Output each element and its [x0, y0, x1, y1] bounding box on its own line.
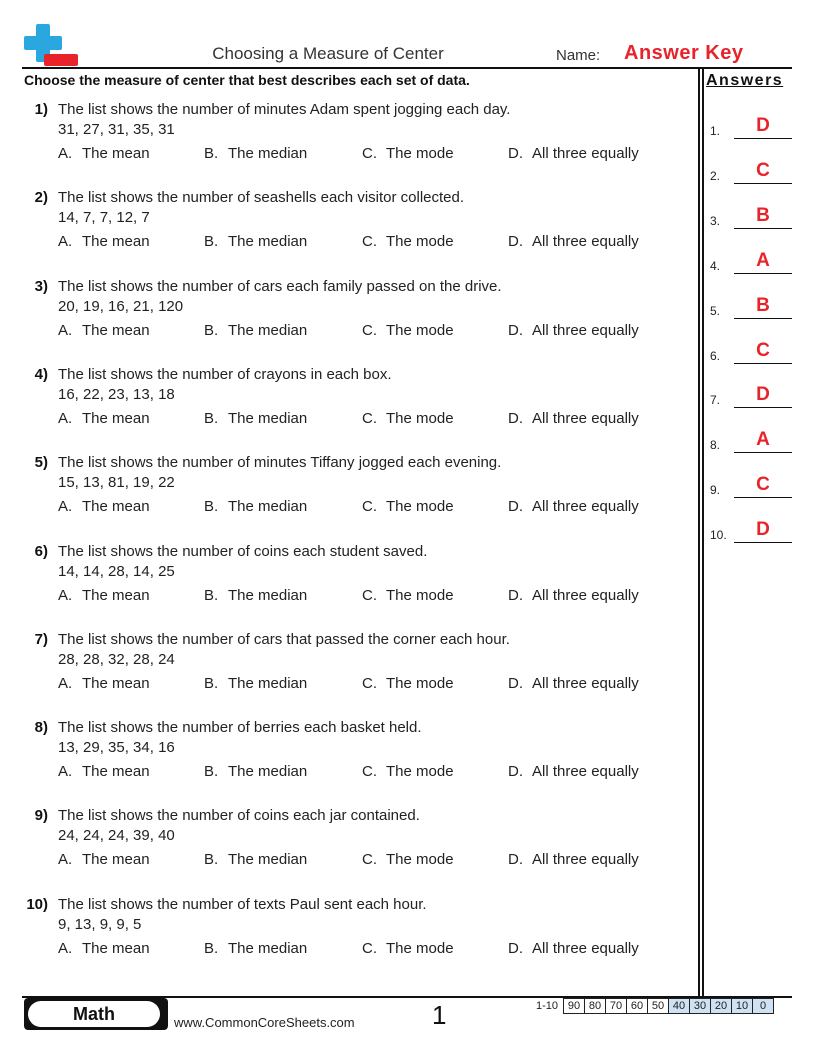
answer-option[interactable]	[508, 587, 639, 604]
answer-option[interactable]	[58, 145, 150, 162]
option-label: All three equally	[532, 763, 639, 780]
answer-number: 2.	[710, 169, 721, 183]
answer-option[interactable]	[362, 233, 454, 250]
answer-row	[708, 199, 792, 229]
name-label: Name:	[556, 47, 601, 64]
answer-option[interactable]	[362, 763, 454, 780]
answer-option[interactable]	[204, 233, 307, 250]
answer-option[interactable]	[362, 940, 454, 957]
answer-number: 4.	[710, 259, 721, 273]
question-item	[22, 719, 682, 783]
option-label: The median	[228, 498, 308, 515]
instructions: Choose the measure of center that best describes each set of data.	[24, 72, 470, 88]
question-data-list: 13, 29, 35, 34, 16	[58, 739, 175, 756]
option-label: The mean	[82, 322, 150, 339]
answer-line	[734, 183, 792, 184]
option-label: The median	[228, 763, 308, 780]
option-label: All three equally	[532, 145, 639, 162]
option-letter: D.	[508, 587, 523, 604]
score-cell: 10	[731, 998, 753, 1014]
option-label: The mode	[386, 851, 454, 868]
question-text: The list shows the number of coins each student saved.	[58, 543, 428, 560]
answer-option[interactable]	[204, 587, 307, 604]
option-label: The mode	[386, 498, 454, 515]
page-number: 1	[432, 1000, 447, 1030]
answer-row	[708, 154, 792, 184]
answer-line	[734, 228, 792, 229]
option-letter: C.	[362, 851, 377, 868]
answer-option[interactable]	[204, 145, 307, 162]
option-letter: C.	[362, 587, 377, 604]
website-link[interactable]: www.CommonCoreSheets.com	[174, 1015, 355, 1030]
answer-line	[734, 497, 792, 498]
score-cell: 30	[689, 998, 711, 1014]
question-text: The list shows the number of berries each basket held.	[58, 719, 422, 736]
answer-option[interactable]	[58, 410, 150, 427]
score-cell: 0	[752, 998, 774, 1014]
answer-key-label: Answer Key	[624, 42, 744, 64]
answer-row	[708, 334, 792, 364]
option-letter: D.	[508, 145, 523, 162]
question-data-list: 31, 27, 31, 35, 31	[58, 121, 175, 138]
option-label: The median	[228, 322, 308, 339]
answer-option[interactable]	[204, 410, 307, 427]
answer-line	[734, 318, 792, 319]
question-data-list: 14, 7, 7, 12, 7	[58, 209, 150, 226]
option-letter: D.	[508, 675, 523, 692]
answer-option[interactable]	[204, 763, 307, 780]
option-label: All three equally	[532, 322, 639, 339]
answer-line	[734, 407, 792, 408]
score-cell: 50	[647, 998, 669, 1014]
option-letter: C.	[362, 410, 377, 427]
answer-line	[734, 542, 792, 543]
option-letter: B.	[204, 851, 219, 868]
answer-option[interactable]	[362, 675, 454, 692]
option-label: The mean	[82, 145, 150, 162]
answer-letter: C	[756, 474, 770, 495]
answer-option[interactable]	[508, 322, 639, 339]
option-letter: A.	[58, 763, 73, 780]
question-number: 8)	[34, 719, 48, 736]
answer-letter: D	[756, 115, 770, 136]
answer-line	[734, 138, 792, 139]
option-label: All three equally	[532, 675, 639, 692]
answer-number: 9.	[710, 483, 721, 497]
option-label: All three equally	[532, 940, 639, 957]
answer-option[interactable]	[204, 940, 307, 957]
option-letter: C.	[362, 233, 377, 250]
question-data-list: 24, 24, 24, 39, 40	[58, 827, 175, 844]
score-cell: 20	[710, 998, 732, 1014]
option-label: All three equally	[532, 410, 639, 427]
option-letter: A.	[58, 145, 73, 162]
option-letter: C.	[362, 322, 377, 339]
subject-label: Math	[28, 1001, 160, 1027]
answer-row	[708, 244, 792, 274]
option-label: The mode	[386, 145, 454, 162]
option-letter: A.	[58, 940, 73, 957]
answer-option[interactable]	[58, 322, 150, 339]
option-letter: D.	[508, 233, 523, 250]
answer-row	[708, 423, 792, 453]
answers-heading: Answers	[706, 72, 784, 89]
option-label: The median	[228, 410, 308, 427]
answers-column-divider	[702, 68, 704, 996]
score-table	[530, 998, 774, 1014]
question-item	[22, 631, 682, 695]
header-divider	[22, 67, 792, 69]
answer-option[interactable]	[508, 498, 639, 515]
option-letter: D.	[508, 940, 523, 957]
answer-letter: C	[756, 160, 770, 181]
option-label: The mean	[82, 498, 150, 515]
answer-letter: B	[756, 205, 770, 226]
answer-option[interactable]	[508, 763, 639, 780]
option-letter: B.	[204, 233, 219, 250]
answer-option[interactable]	[362, 322, 454, 339]
option-letter: B.	[204, 675, 219, 692]
option-letter: C.	[362, 145, 377, 162]
option-letter: D.	[508, 851, 523, 868]
question-data-list: 15, 13, 81, 19, 22	[58, 474, 175, 491]
answer-option[interactable]	[58, 763, 150, 780]
answer-row	[708, 289, 792, 319]
answer-letter: D	[756, 519, 770, 540]
option-label: The mode	[386, 763, 454, 780]
option-letter: B.	[204, 410, 219, 427]
answer-option[interactable]	[58, 498, 150, 515]
option-label: The mean	[82, 587, 150, 604]
option-label: All three equally	[532, 851, 639, 868]
subject-badge	[24, 998, 168, 1030]
score-cell: 80	[584, 998, 606, 1014]
answer-number: 1.	[710, 124, 721, 138]
option-letter: B.	[204, 763, 219, 780]
answer-option[interactable]	[204, 675, 307, 692]
answer-option[interactable]	[508, 410, 639, 427]
answer-number: 10.	[710, 528, 727, 542]
answer-letter: A	[756, 429, 770, 450]
option-label: The median	[228, 587, 308, 604]
option-label: The mean	[82, 675, 150, 692]
answer-option[interactable]	[58, 851, 150, 868]
option-label: The mean	[82, 763, 150, 780]
option-label: All three equally	[532, 498, 639, 515]
question-text: The list shows the number of cars each family passed on the drive.	[58, 278, 502, 295]
score-cell: 90	[563, 998, 585, 1014]
question-text: The list shows the number of crayons in each box.	[58, 366, 392, 383]
answer-option[interactable]	[508, 851, 639, 868]
answer-number: 6.	[710, 349, 721, 363]
answer-option[interactable]	[362, 145, 454, 162]
option-label: The mode	[386, 233, 454, 250]
option-label: The median	[228, 233, 308, 250]
answer-option[interactable]	[362, 498, 454, 515]
question-item	[22, 101, 682, 165]
answer-option[interactable]	[508, 233, 639, 250]
question-text: The list shows the number of minutes Tiffany jogged each evening.	[58, 454, 502, 471]
option-label: The median	[228, 940, 308, 957]
question-number: 3)	[34, 278, 48, 295]
question-item	[22, 807, 682, 871]
option-label: The mean	[82, 410, 150, 427]
option-letter: B.	[204, 940, 219, 957]
option-label: All three equally	[532, 587, 639, 604]
answer-option[interactable]	[508, 145, 639, 162]
option-letter: A.	[58, 498, 73, 515]
worksheet-title: Choosing a Measure of Center	[212, 44, 444, 63]
question-number: 1)	[34, 101, 48, 118]
option-letter: A.	[58, 322, 73, 339]
option-letter: D.	[508, 410, 523, 427]
answer-option[interactable]	[58, 587, 150, 604]
score-cell: 60	[626, 998, 648, 1014]
question-data-list: 16, 22, 23, 13, 18	[58, 386, 175, 403]
option-letter: D.	[508, 322, 523, 339]
option-letter: C.	[362, 498, 377, 515]
answer-number: 8.	[710, 438, 721, 452]
option-label: The mean	[82, 940, 150, 957]
score-range-label: 1-10	[535, 1000, 559, 1012]
option-letter: C.	[362, 940, 377, 957]
answer-row	[708, 513, 792, 543]
option-letter: B.	[204, 322, 219, 339]
question-data-list: 20, 19, 16, 21, 120	[58, 298, 184, 315]
answer-option[interactable]	[362, 410, 454, 427]
answer-row	[708, 468, 792, 498]
question-number: 7)	[34, 631, 48, 648]
option-letter: B.	[204, 498, 219, 515]
answer-line	[734, 363, 792, 364]
answer-option[interactable]	[204, 851, 307, 868]
option-letter: B.	[204, 145, 219, 162]
answer-letter: B	[756, 295, 770, 316]
answer-number: 3.	[710, 214, 721, 228]
answer-number: 7.	[710, 393, 721, 407]
answer-option[interactable]	[508, 940, 639, 957]
answers-column-divider	[698, 68, 700, 996]
answer-row	[708, 109, 792, 139]
score-cell: 40	[668, 998, 690, 1014]
question-data-list: 9, 13, 9, 9, 5	[58, 916, 142, 933]
answer-letter: C	[756, 340, 770, 361]
option-letter: A.	[58, 233, 73, 250]
answer-option[interactable]	[58, 233, 150, 250]
answer-option[interactable]	[58, 940, 150, 957]
option-label: The mode	[386, 322, 454, 339]
option-letter: C.	[362, 675, 377, 692]
score-cell: 70	[605, 998, 627, 1014]
question-text: The list shows the number of coins each jar contained.	[58, 807, 420, 824]
answer-option[interactable]	[362, 851, 454, 868]
question-number: 5)	[34, 454, 48, 471]
answer-line	[734, 452, 792, 453]
question-item	[22, 454, 682, 518]
answer-option[interactable]	[58, 675, 150, 692]
answer-row	[708, 378, 792, 408]
option-letter: D.	[508, 763, 523, 780]
question-item	[22, 366, 682, 430]
answer-letter: A	[756, 250, 770, 271]
option-label: The mode	[386, 587, 454, 604]
question-item	[22, 896, 682, 960]
option-letter: C.	[362, 763, 377, 780]
option-label: All three equally	[532, 233, 639, 250]
question-number: 4)	[34, 366, 48, 383]
option-label: The mode	[386, 410, 454, 427]
option-letter: D.	[508, 498, 523, 515]
question-text: The list shows the number of seashells each visitor collected.	[58, 189, 465, 206]
option-letter: A.	[58, 675, 73, 692]
question-item	[22, 189, 682, 253]
answer-option[interactable]	[362, 587, 454, 604]
option-label: The mode	[386, 675, 454, 692]
question-item	[22, 278, 682, 342]
option-label: The median	[228, 675, 308, 692]
answer-option[interactable]	[508, 675, 639, 692]
option-letter: A.	[58, 587, 73, 604]
question-item	[22, 543, 682, 607]
question-data-list: 28, 28, 32, 28, 24	[58, 651, 175, 668]
question-text: The list shows the number of minutes Adam spent jogging each day.	[58, 101, 511, 118]
question-number: 9)	[34, 807, 48, 824]
answer-line	[734, 273, 792, 274]
option-letter: A.	[58, 410, 73, 427]
option-label: The mode	[386, 940, 454, 957]
answer-letter: D	[756, 384, 770, 405]
question-number: 10)	[26, 896, 48, 913]
question-text: The list shows the number of texts Paul sent each hour.	[58, 896, 427, 913]
question-number: 2)	[34, 189, 48, 206]
answer-number: 5.	[710, 304, 721, 318]
question-data-list: 14, 14, 28, 14, 25	[58, 563, 175, 580]
option-label: The mean	[82, 851, 150, 868]
option-label: The median	[228, 851, 308, 868]
question-text: The list shows the number of cars that passed the corner each hour.	[58, 631, 510, 648]
answer-option[interactable]	[204, 322, 307, 339]
option-label: The mean	[82, 233, 150, 250]
option-label: The median	[228, 145, 308, 162]
answer-option[interactable]	[204, 498, 307, 515]
option-letter: A.	[58, 851, 73, 868]
option-letter: B.	[204, 587, 219, 604]
question-number: 6)	[34, 543, 48, 560]
